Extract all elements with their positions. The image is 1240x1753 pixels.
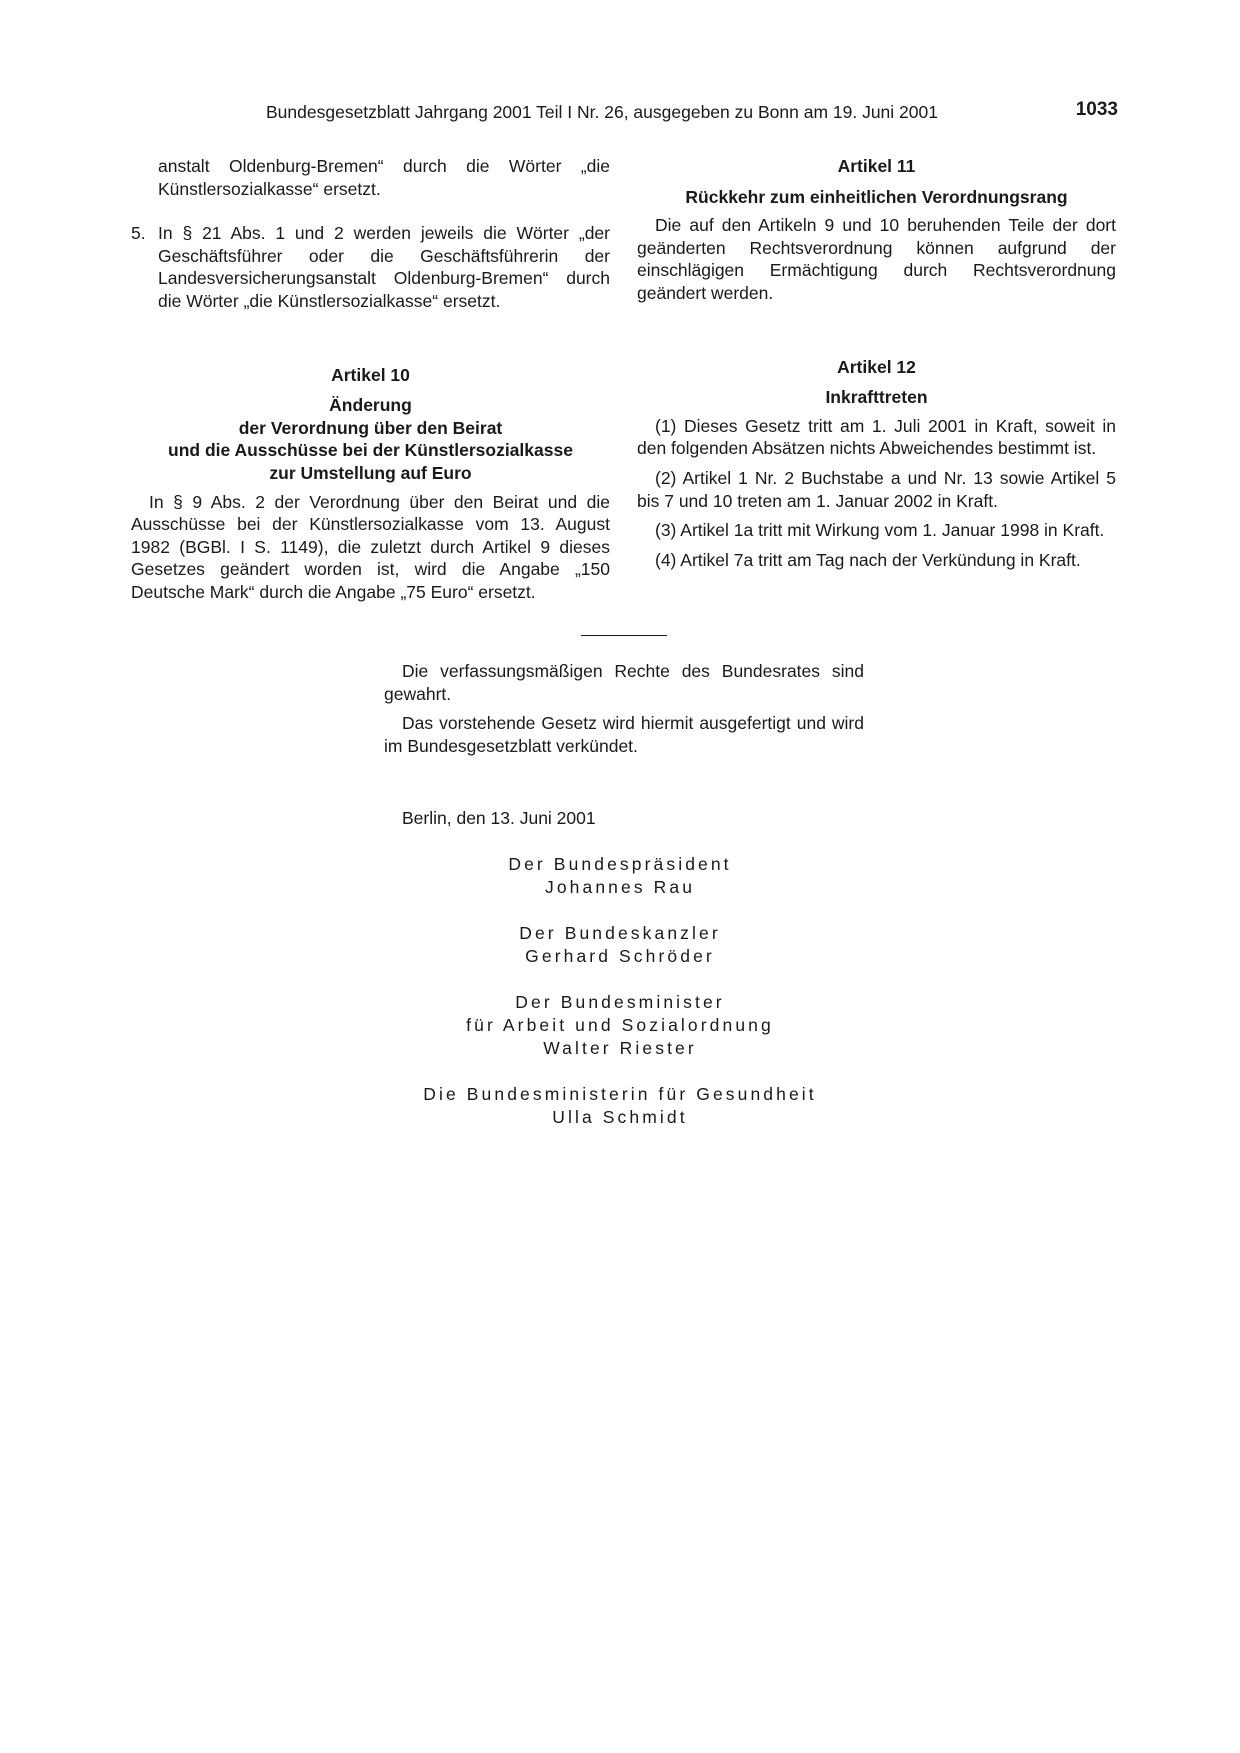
signatory-title: Die Bundesministerin für Gesundheit xyxy=(423,1084,817,1104)
signatory-bundespraesident xyxy=(340,853,900,899)
paragraph: (2) Artikel 1 Nr. 2 Buchstabe a und Nr. 13 sowie Artikel 5 bis 7 und 10 treten am 1. Januar 2002 in Kraft. xyxy=(637,467,1116,511)
page-number: 1033 xyxy=(1075,99,1118,120)
artikel-11 xyxy=(637,155,1116,305)
signatory-name: Gerhard Schröder xyxy=(525,946,715,966)
artikel-heading: Artikel 12 xyxy=(837,356,916,377)
continuation-text: anstalt Oldenburg-Bremen“ durch die Wörter „die Künstlersozialkasse“ ersetzt. xyxy=(158,156,610,199)
signatory-title: Der Bundesminister xyxy=(515,992,725,1012)
section-divider xyxy=(581,635,667,636)
closing-formula xyxy=(384,660,864,830)
artikel-heading: Artikel 11 xyxy=(837,156,916,176)
list-item-number: 5. xyxy=(131,223,146,244)
artikel-title: Inkrafttreten xyxy=(825,387,928,408)
title-line: zur Umstellung auf Euro xyxy=(269,462,472,483)
artikel-10 xyxy=(131,364,610,604)
promulgation-statement: Das vorstehende Gesetz wird hiermit ausgefertigt und wird im Bundesgesetzblatt verkündet. xyxy=(384,713,864,756)
artikel-text: Die auf den Artikeln 9 und 10 beruhenden Teile der dort geänderten Rechtsverordnung können aufgrund der einschlägigen Ermächtigung durch Rechtsverordnung geändert werden. xyxy=(637,215,1116,303)
right-column xyxy=(637,155,1116,571)
signatory-bundesministerin-gesundheit xyxy=(340,1083,900,1129)
list-item-text: In § 21 Abs. 1 und 2 werden jeweils die Wörter „der Geschäftsführer oder die Geschäftsführerin der Landesversicherungsanstalt Oldenburg-Bremen“ durch die Wörter „die Künstlersozialkasse“ ersetzt. xyxy=(158,223,610,311)
artikel-12 xyxy=(637,356,1116,572)
paragraph: (1) Dieses Gesetz tritt am 1. Juli 2001 in Kraft, soweit in den folgenden Absätzen nichts Abweichendes bestimmt ist. xyxy=(637,415,1116,459)
paragraph: (4) Artikel 7a tritt am Tag nach der Verkündung in Kraft. xyxy=(655,549,1081,570)
list-item-5 xyxy=(131,222,610,312)
artikel-title: Rückkehr zum einheitlichen Verordnungsrang xyxy=(685,186,1068,207)
running-header: Bundesgesetzblatt Jahrgang 2001 Teil I Nr. 26, ausgegeben zu Bonn am 19. Juni 2001 xyxy=(266,102,938,122)
signatory-title: Der Bundeskanzler xyxy=(519,923,721,943)
left-column xyxy=(131,155,610,604)
paragraph: (3) Artikel 1a tritt mit Wirkung vom 1. Januar 1998 in Kraft. xyxy=(655,520,1105,541)
artikel-heading: Artikel 10 xyxy=(331,364,410,385)
signatory-name: Walter Riester xyxy=(543,1038,697,1058)
signatory-name: Johannes Rau xyxy=(544,877,696,897)
rights-statement: Die verfassungsmäßigen Rechte des Bundesrates sind gewahrt. xyxy=(384,661,864,704)
signatory-bundesminister-arbeit xyxy=(340,991,900,1060)
place-date: Berlin, den 13. Juni 2001 xyxy=(402,808,596,829)
artikel-text: In § 9 Abs. 2 der Verordnung über den Beirat und die Ausschüsse bei der Künstlersozialkasse vom 13. August 1982 (BGBl. I S. 1149), die zuletzt durch Artikel 9 dieses Gesetzes geändert worden ist, wird die Angabe „150 Deutsche Mark“ durch die Angabe „75 Euro“ ersetzt. xyxy=(131,491,610,602)
signatory-title: Der Bundespräsident xyxy=(508,854,732,874)
title-line: und die Ausschüsse bei der Künstlersozialkasse xyxy=(168,440,573,461)
signatory-name: Ulla Schmidt xyxy=(552,1107,688,1127)
artikel-title xyxy=(131,394,610,484)
title-line: Änderung xyxy=(329,395,412,416)
signatory-bundeskanzler xyxy=(340,922,900,968)
signatory-title: für Arbeit und Sozialordnung xyxy=(466,1015,774,1035)
title-line: der Verordnung über den Beirat xyxy=(238,417,503,438)
